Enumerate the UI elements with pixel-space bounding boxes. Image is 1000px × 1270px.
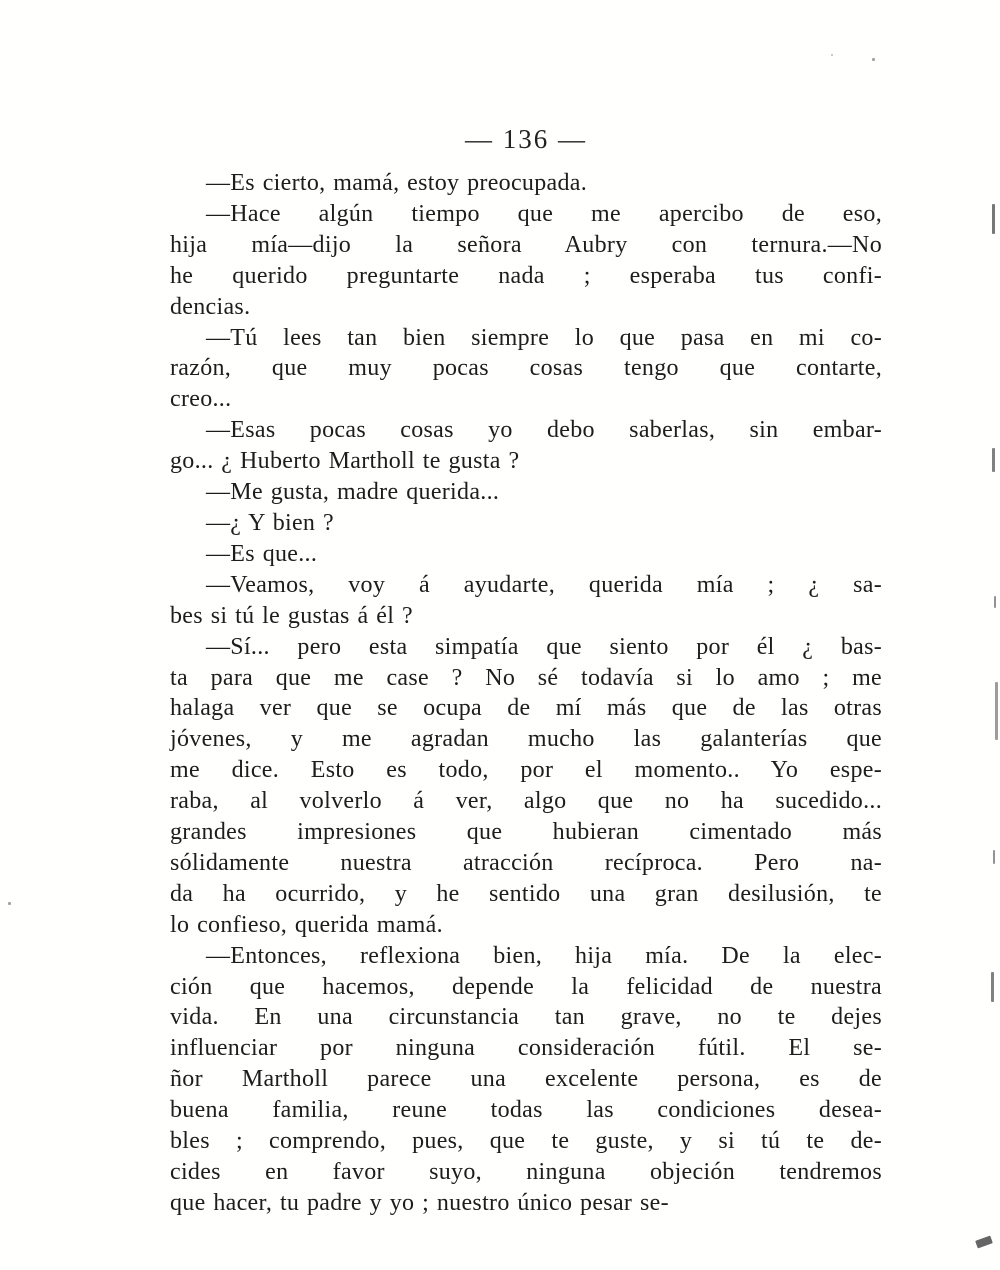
text-line: —Me gusta, madre querida... — [206, 479, 500, 506]
text-line: cides en favor suyo, ninguna objeción tendremos — [170, 1159, 882, 1185]
text-line: ta para que me case ? No sé todavía si lo amo ; me — [170, 664, 882, 691]
paragraph — [170, 632, 882, 941]
text-line: razón, que muy pocas cosas tengo que contarte, — [170, 355, 882, 382]
paragraph — [170, 168, 882, 199]
text-line: da ha ocurrido, y he sentido una gran desilusión, te — [170, 880, 882, 907]
page-text — [170, 168, 882, 1219]
text-line: grandes impresiones que hubieran cimentado más — [170, 819, 882, 846]
text-line: —Entonces, reflexiona bien, hija mía. De la elec- — [206, 942, 882, 969]
paragraph — [170, 323, 882, 416]
text-line: buena familia, reune todas las condiciones desea- — [170, 1097, 882, 1124]
text-line: hija mía—dijo la señora Aubry con ternura.—No — [170, 231, 882, 258]
text-line: influenciar por ninguna consideración fútil. El se- — [170, 1035, 882, 1062]
text-line: lo confieso, querida mamá. — [170, 911, 443, 938]
text-line: —¿ Y bien ? — [206, 509, 334, 536]
text-line: que hacer, tu padre y yo ; nuestro único pesar se- — [170, 1189, 669, 1216]
paragraph — [170, 415, 882, 477]
scan-artifact — [975, 1236, 993, 1249]
page-number: — 136 — — [465, 124, 587, 154]
paragraph — [170, 941, 882, 1219]
text-line: creo... — [170, 386, 232, 413]
scan-artifact — [995, 682, 998, 740]
text-line: —Tú lees tan bien siempre lo que pasa en mi co- — [206, 324, 882, 351]
scan-artifact — [993, 850, 995, 864]
paragraph — [170, 199, 882, 323]
text-line: —Es cierto, mamá, estoy preocupada. — [206, 170, 588, 196]
scan-artifact — [8, 902, 11, 905]
text-line: halaga ver que se ocupa de mí más que de las otras — [170, 695, 882, 722]
scan-artifact — [831, 54, 833, 56]
scan-artifact — [994, 596, 996, 608]
text-line: ñor Martholl parece una excelente persona, es de — [170, 1066, 882, 1093]
text-line: he querido preguntarte nada ; esperaba tus confi- — [170, 262, 882, 289]
text-line: bles ; comprendo, pues, que te guste, y si tú te de- — [170, 1128, 882, 1155]
text-line: —Es que... — [206, 540, 318, 567]
scan-artifact — [991, 972, 994, 1002]
text-line: sólidamente nuestra atracción recíproca. Pero na- — [170, 849, 882, 876]
text-line: bes si tú le gustas á él ? — [170, 602, 413, 629]
scan-artifact — [872, 58, 875, 61]
text-line: go... ¿ Huberto Martholl te gusta ? — [170, 448, 520, 475]
paragraph — [170, 477, 882, 508]
text-line: —Esas pocas cosas yo debo saberlas, sin embar- — [206, 417, 882, 444]
text-line: jóvenes, y me agradan mucho las galanterías que — [170, 726, 882, 753]
text-line: raba, al volverlo á ver, algo que no ha sucedido... — [170, 788, 882, 815]
text-line: me dice. Esto es todo, por el momento.. Yo espe- — [170, 757, 882, 784]
scan-artifact — [992, 448, 995, 472]
text-line: —Hace algún tiempo que me apercibo de eso, — [206, 200, 882, 227]
text-line: vida. En una circunstancia tan grave, no te dejes — [170, 1004, 882, 1031]
text-line: —Veamos, voy á ayudarte, querida mía ; ¿ sa- — [206, 571, 882, 598]
text-line: dencias. — [170, 293, 251, 320]
text-line: —Sí... pero esta simpatía que siento por él ¿ bas- — [206, 633, 882, 660]
text-line: ción que hacemos, depende la felicidad de nuestra — [170, 973, 882, 1000]
paragraph — [170, 508, 882, 539]
paragraph — [170, 539, 882, 570]
scan-artifact — [992, 204, 995, 234]
paragraph — [170, 570, 882, 632]
